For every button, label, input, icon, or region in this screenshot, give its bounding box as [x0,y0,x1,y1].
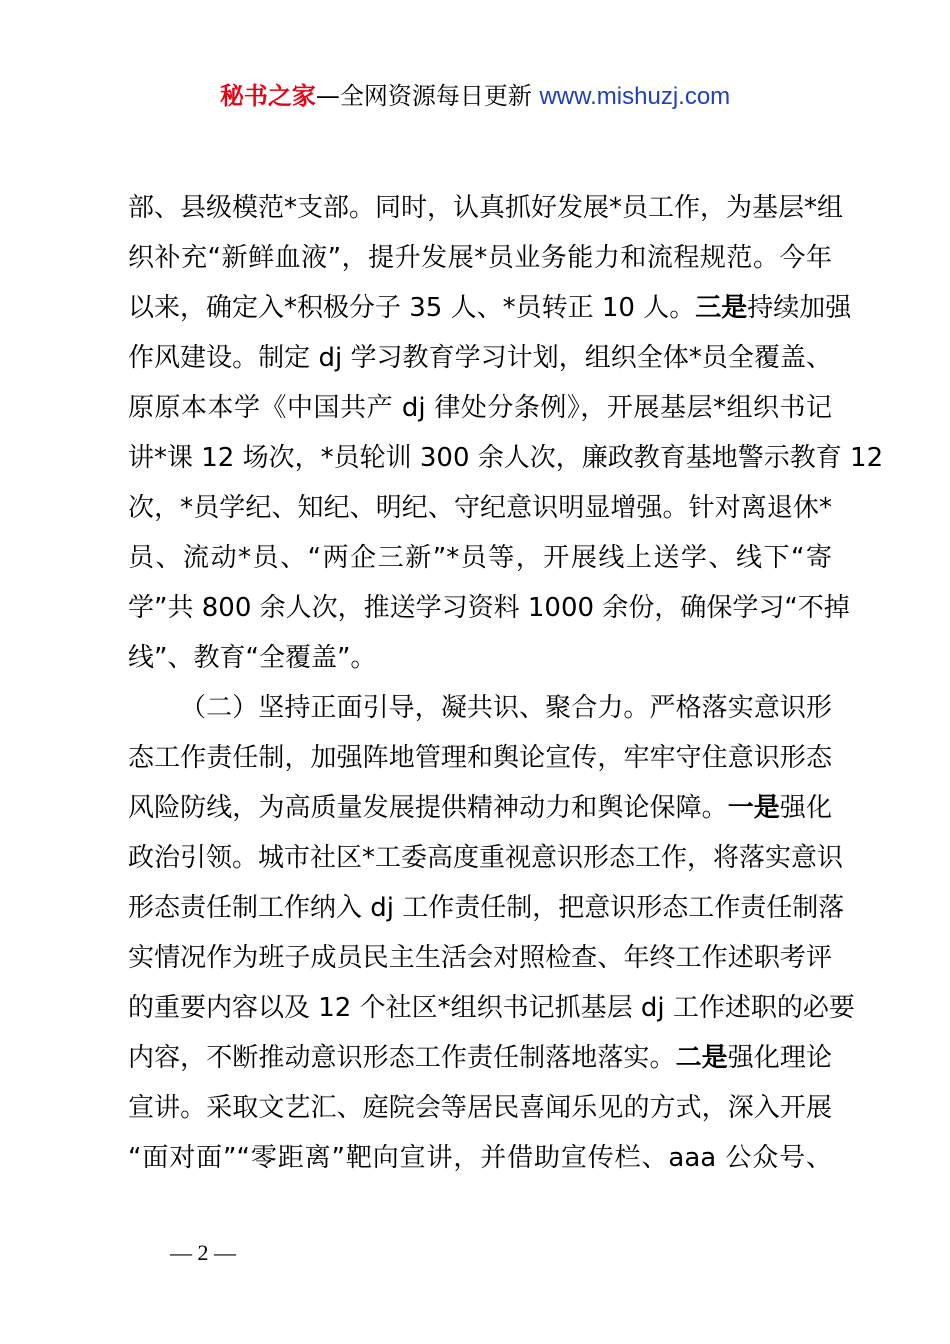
text-segment: 强化 [779,793,832,823]
text-line: 的重要内容以及 12 个社区*组织书记抓基层 dj 工作述职的必要 [128,993,855,1023]
text-line: 员、流动*员、“两企三新”*员等，开展线上送学、线下“寄 [128,543,832,573]
text-segment: 以来，确定入*积极分子 35 人、*员转正 10 人。 [128,293,696,323]
text-segment: 风险防线，为高质量发展提供精神动力和舆论保障。 [128,793,728,823]
bold-keyword: 一是 [727,793,780,823]
text-segment: 持续加强 [747,293,852,323]
text-line: 实情况作为班子成员民主生活会对照检查、年终工作述职考评 [128,943,832,973]
text-line: 作风建设。制定 dj 学习教育学习计划，组织全体*员全覆盖、 [128,343,832,373]
bold-keyword: 二是 [675,1043,728,1073]
text-line: 宣讲。采取文艺汇、庭院会等居民喜闻乐见的方式，深入开展 [128,1093,832,1123]
text-segment: 强化理论 [727,1043,832,1073]
text-line: “面对面”“零距离”靶向宣讲，并借助宣传栏、aaa 公众号、 [128,1143,832,1173]
text-line [128,283,852,333]
text-line: 原原本本学《中国共产 dj 律处分条例》，开展基层*组织书记 [128,393,832,423]
banner-dash: — [315,82,340,110]
text-line: 讲*课 12 场次，*员轮训 300 余人次，廉政教育基地警示教育 12 [128,443,884,473]
text-line: 态工作责任制，加强阵地管理和舆论宣传，牢牢守住意识形态 [128,743,832,773]
page-number: — 2 — [170,1240,236,1265]
banner-tagline: 全网资源每日更新 [339,82,540,110]
text-line: 政治引领。城市社区*工委高度重视意识形态工作，将落实意识 [128,843,844,873]
site-banner [0,80,950,113]
bold-keyword: 三是 [695,293,748,323]
text-line [128,783,832,833]
text-line: （二）坚持正面引导，凝共识、聚合力。严格落实意识形 [180,693,832,723]
brand-name: 秘书之家 [219,82,316,110]
text-line: 织补充“新鲜血液”，提升发展*员业务能力和流程规范。今年 [128,243,832,273]
text-line: 部、县级模范*支部。同时，认真抓好发展*员工作，为基层*组 [128,193,844,223]
text-segment: 内容，不断推动意识形态工作责任制落地落实。 [128,1043,676,1073]
site-url-link[interactable]: www.mishuzj.com [539,83,731,110]
text-line [128,1033,832,1083]
text-line: 学”共 800 余人次，推送学习资料 1000 余份，确保学习“不掉 [128,593,850,623]
text-line: 形态责任制工作纳入 dj 工作责任制，把意识形态工作责任制落 [128,893,845,923]
text-line: 线”、教育“全覆盖”。 [128,643,377,673]
text-line: 次，*员学纪、知纪、明纪、守纪意识明显增强。针对离退休* [128,493,832,523]
document-body [128,183,884,1183]
